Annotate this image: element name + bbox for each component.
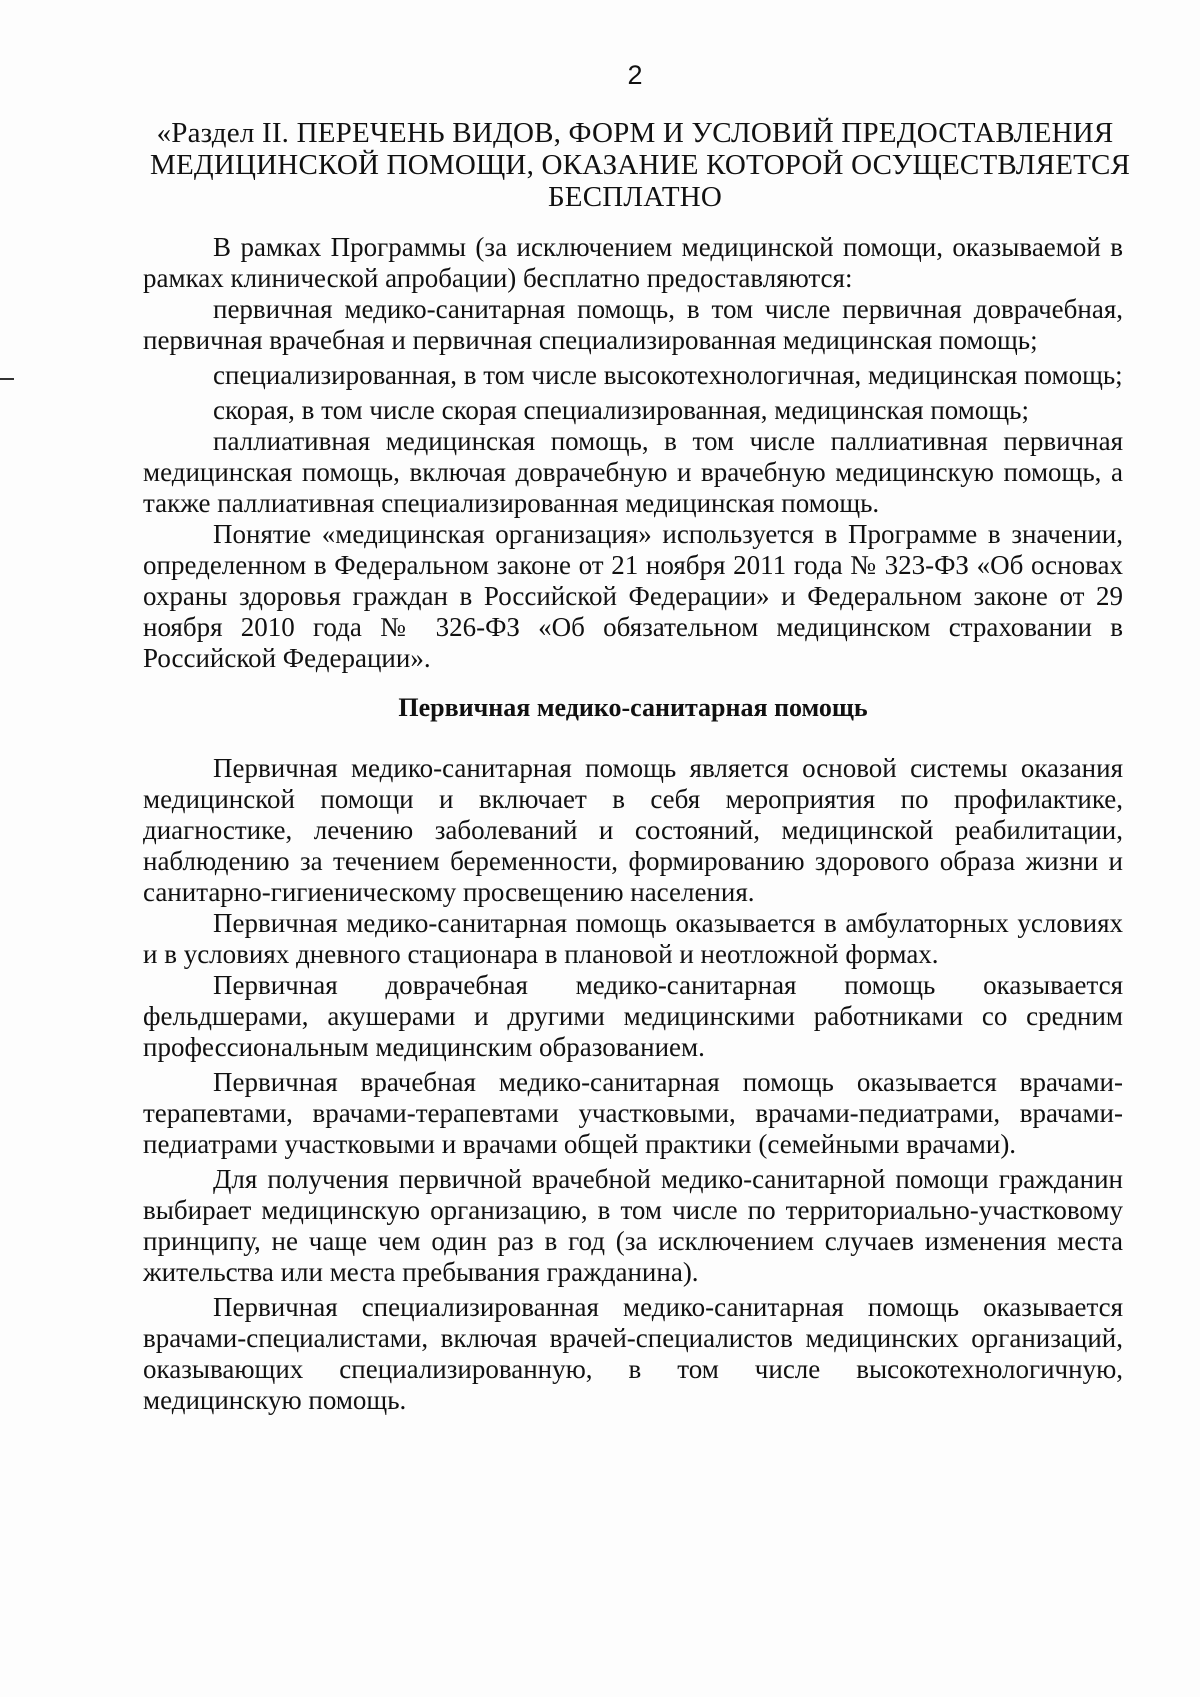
paragraph: Первичная медико-санитарная помощь является основой системы оказания медицинской помощи и включает в себя мероприятия по профилактике, диагностике, лечению заболеваний и состояний, медицинской реабилитации, наблюдению за течением беременности, формированию здорового образа жизни и санитарно-гигиеническому просвещению населения.: [143, 753, 1123, 907]
document-body: [143, 232, 1123, 1416]
page-number: 2: [627, 60, 643, 90]
paragraph: Первичная врачебная медико-санитарная помощь оказывается врачами-терапевтами, врачами-терапевтами участковыми, врачами-педиатрами, врачами-педиатрами участковыми и врачами общей практики (семейными врачами).: [143, 1067, 1123, 1159]
paragraph: Первичная доврачебная медико-санитарная помощь оказывается фельдшерами, акушерами и другими медицинскими работниками со средним профессиональным медицинским образованием.: [143, 970, 1123, 1062]
section-title-line: БЕСПЛАТНО: [547, 181, 723, 213]
paragraph: специализированная, в том числе высокотехнологичная, медицинская помощь;: [213, 360, 1123, 390]
paragraph: Первичная специализированная медико-санитарная помощь оказывается врачами-специалистами, включая врачей-специалистов медицинских организаций, оказывающих специализированную, в том числе высокотехнологичную, медицинскую помощь.: [143, 1292, 1123, 1415]
section-title: [150, 117, 1131, 213]
paragraph: Для получения первичной врачебной медико-санитарной помощи гражданин выбирает медицинскую организацию, в том числе по территориально-участковому принципу, не чаще чем один раз в год (за исключением случаев изменения места жительства или места пребывания гражданина).: [143, 1164, 1123, 1287]
paragraph: Первичная медико-санитарная помощь оказывается в амбулаторных условиях и в условиях дневного стационара в плановой и неотложной формах.: [143, 908, 1123, 969]
paragraph: паллиативная медицинская помощь, в том числе паллиативная первичная медицинская помощь, включая доврачебную и врачебную медицинскую помощь, а также паллиативная специализированная медицинская помощь.: [143, 426, 1123, 518]
section-title-line: «Раздел II. ПЕРЕЧЕНЬ ВИДОВ, ФОРМ И УСЛОВИЙ ПРЕДОСТАВЛЕНИЯ: [156, 117, 1114, 149]
paragraph: скорая, в том числе скорая специализированная, медицинская помощь;: [213, 395, 1029, 425]
section-title-line: МЕДИЦИНСКОЙ ПОМОЩИ, ОКАЗАНИЕ КОТОРОЙ ОСУЩЕСТВЛЯЕТСЯ: [150, 149, 1131, 181]
scan-artifact-mark: [0, 378, 14, 380]
subheading: Первичная медико-санитарная помощь: [398, 693, 868, 722]
paragraph: В рамках Программы (за исключением медицинской помощи, оказываемой в рамках клинической апробации) бесплатно предоставляются:: [143, 232, 1123, 293]
paragraph: первичная медико-санитарная помощь, в том числе первичная доврачебная, первичная врачебная и первичная специализированная медицинская помощь;: [143, 294, 1123, 355]
paragraph: Понятие «медицинская организация» используется в Программе в значении, определенном в Федеральном законе от 21 ноября 2011 года № 323-ФЗ «Об основах охраны здоровья граждан в Российской Федерации» и Федеральном законе от 29 ноября 2010 года № 326-ФЗ «Об обязательном медицинском страховании в Российской Федерации».: [143, 519, 1123, 673]
